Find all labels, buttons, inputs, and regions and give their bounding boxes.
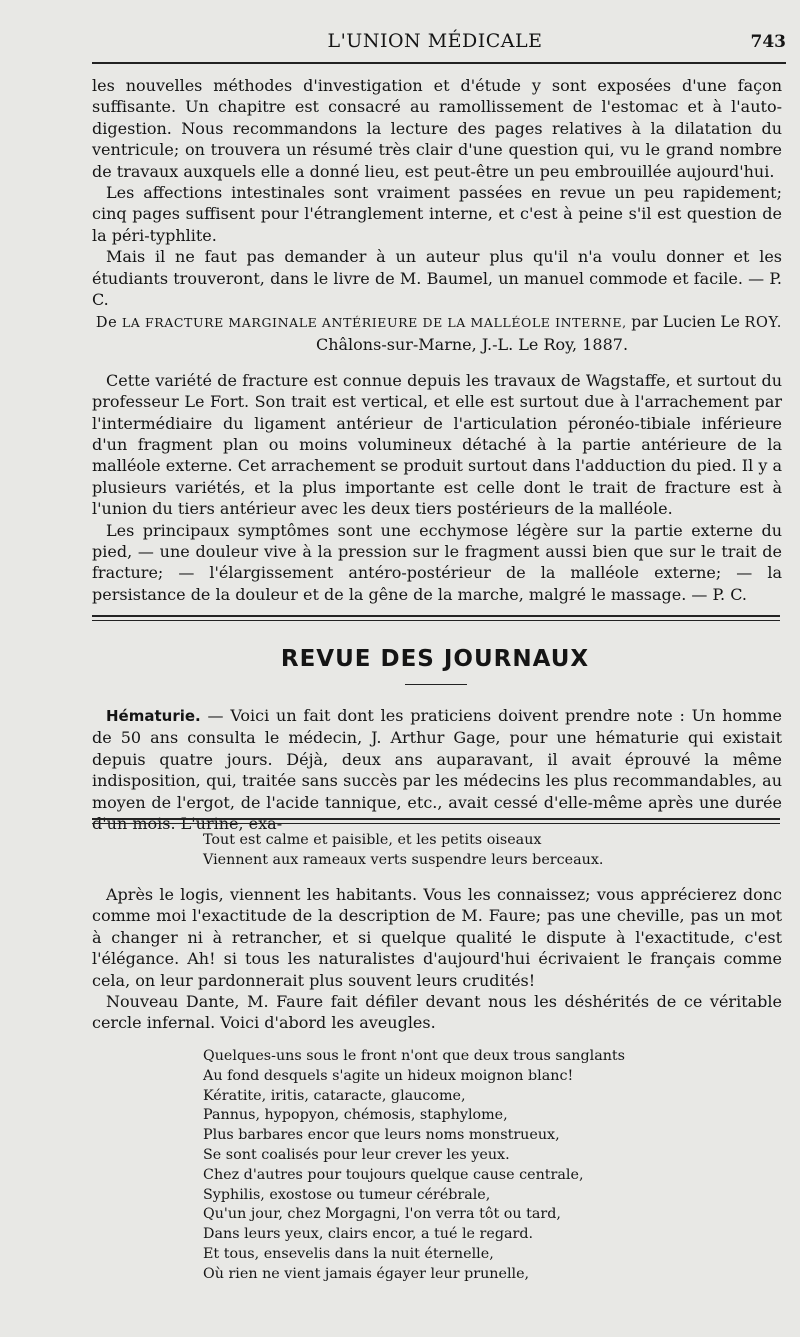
verse-quote (203, 1047, 625, 1285)
header-rule (92, 62, 786, 64)
book-review-continuation (92, 75, 782, 310)
verse-line: Se sont coalisés pour leur crever les yeux. (203, 1146, 510, 1163)
article-text: — Voici un fait dont les praticiens doivent prendre note : Un homme de 50 ans consulta le médecin, J. Arthur Gage, pour une hématurie qui existait depuis quatre jours. Déjà, deux ans auparavant, il avait éprouvé la même indisposition, qui, traitée sans succès par les médecins les plus recommandables, au moyen de l'ergot, de l'acide tannique, etc., avait cessé d'elle-même après une durée d'un mois. L'urine, exa- (92, 706, 782, 834)
book-review-fracture (92, 312, 782, 605)
page-number: 743 (750, 32, 786, 52)
verse-quote (203, 831, 603, 871)
verse-line: Qu'un jour, chez Morgagni, l'on verra tôt ou tard, (203, 1206, 561, 1223)
verse-line: Et tous, ensevelis dans la nuit éternelle, (203, 1245, 494, 1262)
revue-article (92, 705, 782, 834)
section-heading: REVUE DES JOURNAUX (280, 646, 590, 672)
review-paragraph: les nouvelles méthodes d'investigation et d'étude y sont exposées d'une façon suffisante. Un chapitre est consacré au ramollissement de l'estomac et à l'auto-digestion. Nous recommandons la lecture des pages relatives à la dilatation du ventricule; on trouvera un résumé très clair d'une question qui, vu le grand nombre de travaux auxquels elle a donné lieu, est peut-être un peu embrouillée aujourd'hui. (92, 76, 782, 181)
book-publication: Châlons-sur-Marne, J.-L. Le Roy, 1887. (315, 335, 629, 355)
feuilleton-text (92, 884, 782, 1034)
feuilleton-separator (92, 818, 780, 820)
verse-line: Viennent aux rameaux verts suspendre leurs berceaux. (203, 851, 604, 868)
verse-line: Kératite, iritis, cataracte, glaucome, (203, 1087, 466, 1104)
verse-line: Plus barbares encor que leurs noms monstrueux, (203, 1127, 560, 1144)
verse-line: Où rien ne vient jamais égayer leur prunelle, (203, 1265, 530, 1282)
heading-underline (405, 684, 467, 685)
verse-line: Pannus, hypopyon, chémosis, staphylome, (203, 1107, 508, 1124)
review-paragraph: Les principaux symptômes sont une ecchymose légère sur la partie externe du pied, — une douleur vive à la pression sur le fragment aussi bien que sur le trait de fracture; — l'élargissement antéro-postérieur de la malléole externe; — la persistance de la douleur et de la gêne de la marche, malgré le massage. — P. C. (92, 520, 782, 604)
article-topic: Hématurie. (106, 707, 201, 725)
verse-line: Au fond desquels s'agite un hideux moignon blanc! (203, 1067, 574, 1084)
journal-running-head: L'UNION MÉDICALE (327, 30, 543, 52)
verse-line: Dans leurs yeux, clairs encor, a tué le regard. (203, 1226, 534, 1243)
verse-line: Syphilis, exostose ou tumeur cérébrale, (203, 1186, 491, 1203)
feuilleton-paragraph: Nouveau Dante, M. Faure fait défiler devant nous les déshérités de ce véritable cercle infernal. Voici d'abord les aveugles. (92, 992, 782, 1033)
section-double-rule (92, 615, 780, 617)
review-paragraph: Mais il ne faut pas demander à un auteur plus qu'il n'a voulu donner et les étudiants trouveront, dans le livre de M. Baumel, un manuel commode et facile. — P. C. (92, 247, 782, 310)
feuilleton-paragraph: Après le logis, viennent les habitants. Vous les connaissez; vous apprécierez donc comme moi l'exactitude de la description de M. Faure; pas une cheville, pas un mot à changer ni à retrancher, et si quelque qualité le dispute à l'exactitude, c'est l'élégance. Ah! si tous les naturalistes d'aujourd'hui écrivaient le français comme cela, on leur pardonnerait plus souvent leurs crudités! (92, 885, 782, 990)
verse-line: Chez d'autres pour toujours quelque cause centrale, (203, 1166, 584, 1183)
verse-line: Tout est calme et paisible, et les petits oiseaux (203, 832, 542, 848)
book-title: De LA FRACTURE MARGINALE ANTÉRIEURE DE LA MALLÉOLE INTERNE, par Lucien Le ROY. (95, 313, 782, 331)
review-paragraph: Les affections intestinales sont vraiment passées en revue un peu rapidement; cinq pages suffisent pour l'étranglement interne, et c'est à peine s'il est question de la péri-typhlite. (92, 183, 782, 245)
review-paragraph: Cette variété de fracture est connue depuis les travaux de Wagstaffe, et surtout du professeur Le Fort. Son trait est vertical, et elle est surtout due à l'arrachement par l'intermédiaire du ligament antérieur de l'articulation péronéo-tibiale inférieure d'un fragment plan ou moins volumineux détaché à la partie antérieure de la malléole externe. Cet arrachement se produit surtout dans l'adduction du pied. Il y a plusieurs variétés, et la plus importante est celle dont le trait de fracture est à l'union du tiers antérieur avec les deux tiers postérieurs de la malléole. (92, 370, 782, 519)
verse-line: Quelques-uns sous le front n'ont que deux trous sanglants (203, 1048, 626, 1064)
